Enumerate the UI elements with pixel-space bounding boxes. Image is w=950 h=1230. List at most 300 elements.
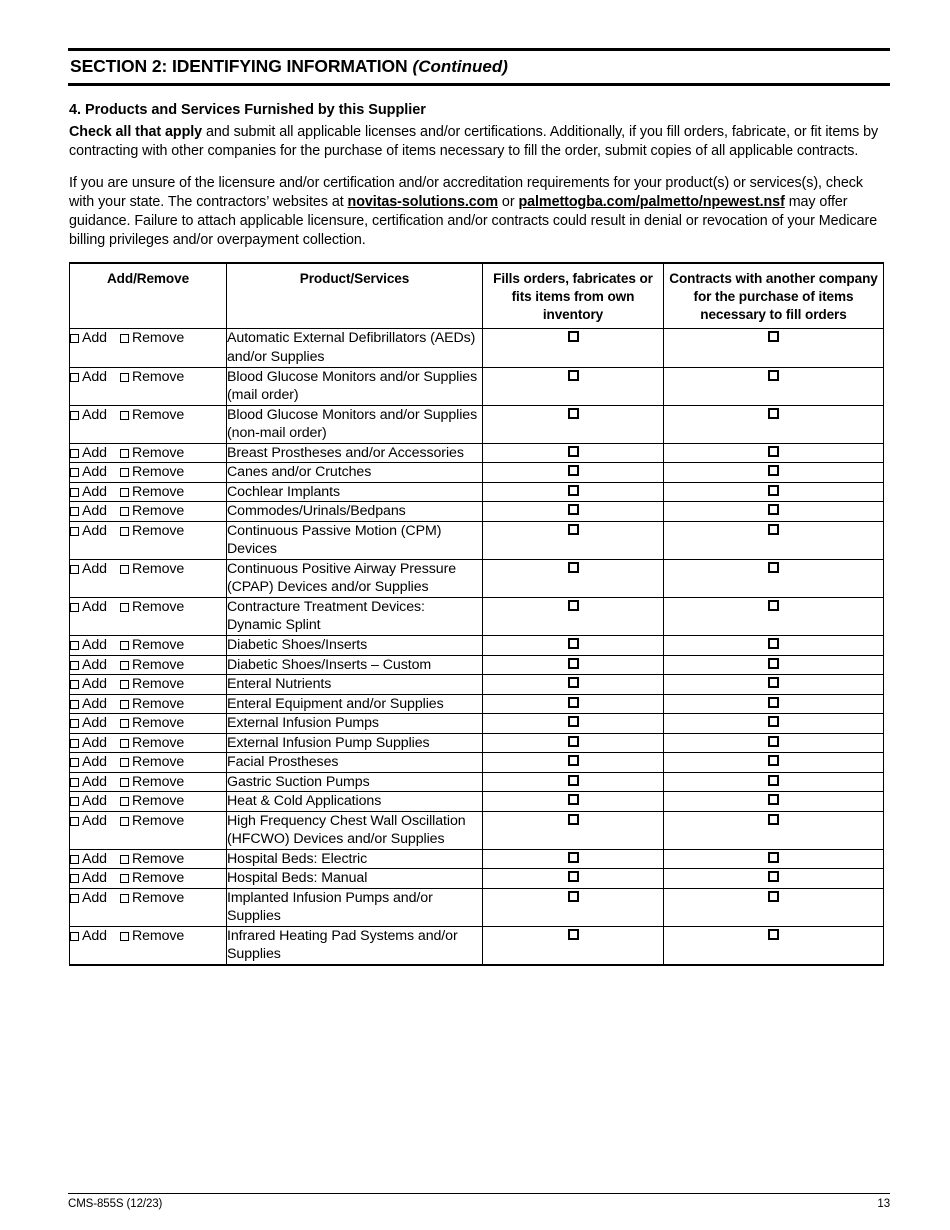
cell-fills-orders-checkbox[interactable] (483, 463, 664, 483)
checkbox-contracts-icon[interactable] (768, 465, 779, 476)
checkbox-option-remove[interactable] (120, 889, 184, 907)
checkbox-add-label: Add (82, 444, 107, 461)
checkbox-option-add[interactable] (70, 636, 107, 654)
checkbox-option-remove[interactable] (120, 406, 184, 424)
checkbox-add-icon[interactable] (70, 932, 79, 941)
table-row (70, 888, 884, 926)
checkbox-remove-label: Remove (131, 773, 185, 790)
checkbox-option-add[interactable] (70, 753, 107, 771)
checkbox-remove-icon[interactable] (120, 932, 129, 941)
cell-contracts-checkbox[interactable] (664, 792, 884, 812)
checkbox-contracts-icon[interactable] (768, 370, 779, 381)
item-heading: 4. Products and Services Furnished by this Supplier (69, 102, 426, 118)
checkbox-option-add[interactable] (70, 927, 107, 945)
link-palmettogba[interactable]: palmettogba.com/palmetto/npewest.nsf (518, 194, 785, 211)
table-row (70, 849, 884, 869)
cell-contracts-checkbox[interactable] (664, 888, 884, 926)
checkbox-option-remove[interactable] (120, 329, 184, 347)
cell-fills-orders-checkbox[interactable] (483, 367, 664, 405)
checkbox-remove-label: Remove (131, 793, 185, 810)
checkbox-contracts-icon[interactable] (768, 524, 779, 535)
checkbox-fills-orders-icon[interactable] (568, 716, 579, 727)
cell-contracts-checkbox[interactable] (664, 694, 884, 714)
table-row (70, 502, 884, 522)
cell-contracts-checkbox[interactable] (664, 714, 884, 734)
cell-contracts-checkbox[interactable] (664, 753, 884, 773)
footer-divider (68, 1193, 890, 1194)
table-row (70, 463, 884, 483)
checkbox-add-icon[interactable] (70, 894, 79, 903)
cell-add-remove (70, 521, 227, 559)
cell-contracts-checkbox[interactable] (664, 329, 884, 367)
checkbox-contracts-icon[interactable] (768, 485, 779, 496)
cell-contracts-checkbox[interactable] (664, 675, 884, 695)
cell-add-remove (70, 926, 227, 965)
cell-fills-orders-checkbox[interactable] (483, 733, 664, 753)
checkbox-remove-label: Remove (131, 676, 185, 693)
checkbox-fills-orders-icon[interactable] (568, 775, 579, 786)
checkbox-remove-icon[interactable] (120, 739, 129, 748)
checkbox-fills-orders-icon[interactable] (568, 524, 579, 535)
checkbox-add-icon[interactable] (70, 700, 79, 709)
checkbox-option-remove[interactable] (120, 714, 184, 732)
paragraph1-body: and submit all applicable licenses and/or certifications. Additionally, if you fill orders, fabricate, or fit items by contracting with other companies for the purchase of items necessary to fill the order, submit copies of all applicable contracts. (69, 124, 879, 160)
checkbox-fills-orders-icon[interactable] (568, 485, 579, 496)
table-row (70, 753, 884, 773)
table-row (70, 733, 884, 753)
checkbox-option-remove[interactable] (120, 927, 184, 945)
checkbox-fills-orders-icon[interactable] (568, 697, 579, 708)
cell-fills-orders-checkbox[interactable] (483, 502, 664, 522)
checkbox-add-label: Add (82, 870, 107, 887)
checkbox-contracts-icon[interactable] (768, 891, 779, 902)
checkbox-fills-orders-icon[interactable] (568, 370, 579, 381)
checkbox-option-remove[interactable] (120, 598, 184, 616)
checkbox-add-label: Add (82, 715, 107, 732)
cell-add-remove (70, 329, 227, 367)
section-header-band (68, 48, 890, 86)
table-row (70, 443, 884, 463)
checkbox-contracts-icon[interactable] (768, 775, 779, 786)
cell-fills-orders-checkbox[interactable] (483, 714, 664, 734)
cell-product-service: Continuous Passive Motion (CPM) Devices (227, 521, 483, 559)
cell-add-remove (70, 714, 227, 734)
checkbox-remove-label: Remove (131, 889, 185, 906)
cell-contracts-checkbox[interactable] (664, 811, 884, 849)
cell-product-service: Hospital Beds: Manual (227, 869, 483, 889)
checkbox-fills-orders-icon[interactable] (568, 929, 579, 940)
checkbox-add-icon[interactable] (70, 719, 79, 728)
paragraph2-part2: or (498, 194, 519, 211)
checkbox-fills-orders-icon[interactable] (568, 562, 579, 573)
checkbox-fills-orders-icon[interactable] (568, 504, 579, 515)
page-footer (68, 1193, 890, 1210)
form-identifier: CMS-855S (12/23) (68, 1198, 163, 1210)
cell-fills-orders-checkbox[interactable] (483, 521, 664, 559)
cell-product-service: Continuous Positive Airway Pressure (CPAP) Devices and/or Supplies (227, 559, 483, 597)
checkbox-contracts-icon[interactable] (768, 736, 779, 747)
checkbox-remove-icon[interactable] (120, 468, 129, 477)
cell-product-service: Implanted Infusion Pumps and/or Supplies (227, 888, 483, 926)
checkbox-option-add[interactable] (70, 598, 107, 616)
checkbox-option-remove[interactable] (120, 368, 184, 386)
cell-contracts-checkbox[interactable] (664, 482, 884, 502)
checkbox-option-remove[interactable] (120, 444, 184, 462)
checkbox-option-remove[interactable] (120, 850, 184, 868)
cell-contracts-checkbox[interactable] (664, 849, 884, 869)
checkbox-contracts-icon[interactable] (768, 677, 779, 688)
checkbox-fills-orders-icon[interactable] (568, 736, 579, 747)
checkbox-option-add[interactable] (70, 329, 107, 347)
checkbox-fills-orders-icon[interactable] (568, 814, 579, 825)
cell-fills-orders-checkbox[interactable] (483, 753, 664, 773)
checkbox-remove-icon[interactable] (120, 373, 129, 382)
table-row (70, 367, 884, 405)
checkbox-option-remove[interactable] (120, 483, 184, 501)
checkbox-contracts-icon[interactable] (768, 871, 779, 882)
checkbox-fills-orders-icon[interactable] (568, 446, 579, 457)
paragraph-check-all-that-apply (69, 123, 890, 161)
cell-product-service: External Infusion Pump Supplies (227, 733, 483, 753)
checkbox-remove-icon[interactable] (120, 855, 129, 864)
checkbox-fills-orders-icon[interactable] (568, 638, 579, 649)
checkbox-remove-icon[interactable] (120, 449, 129, 458)
checkbox-contracts-icon[interactable] (768, 658, 779, 669)
checkbox-remove-icon[interactable] (120, 488, 129, 497)
table-row (70, 869, 884, 889)
checkbox-add-icon[interactable] (70, 488, 79, 497)
cell-contracts-checkbox[interactable] (664, 597, 884, 635)
checkbox-option-add[interactable] (70, 714, 107, 732)
table-row (70, 482, 884, 502)
checkbox-remove-icon[interactable] (120, 894, 129, 903)
checkbox-remove-icon[interactable] (120, 758, 129, 767)
checkbox-add-label: Add (82, 522, 107, 539)
checkbox-remove-icon[interactable] (120, 680, 129, 689)
link-novitas-solutions[interactable]: novitas-solutions.com (347, 194, 499, 211)
checkbox-option-remove[interactable] (120, 636, 184, 654)
checkbox-contracts-icon[interactable] (768, 504, 779, 515)
checkbox-option-add[interactable] (70, 812, 107, 830)
checkbox-fills-orders-icon[interactable] (568, 465, 579, 476)
checkbox-contracts-icon[interactable] (768, 446, 779, 457)
checkbox-add-label: Add (82, 734, 107, 751)
checkbox-add-icon[interactable] (70, 778, 79, 787)
cell-product-service: Blood Glucose Monitors and/or Supplies (non-mail order) (227, 405, 483, 443)
checkbox-add-icon[interactable] (70, 411, 79, 420)
checkbox-option-add[interactable] (70, 734, 107, 752)
cell-contracts-checkbox[interactable] (664, 405, 884, 443)
cell-add-remove (70, 772, 227, 792)
checkbox-add-icon[interactable] (70, 680, 79, 689)
checkbox-remove-label: Remove (131, 598, 185, 615)
checkbox-fills-orders-icon[interactable] (568, 600, 579, 611)
column-header-contracts-with-another-company (664, 263, 884, 329)
cell-add-remove (70, 753, 227, 773)
table-header-row (70, 263, 884, 329)
checkbox-remove-icon[interactable] (120, 565, 129, 574)
checkbox-option-remove[interactable] (120, 695, 184, 713)
cell-product-service: External Infusion Pumps (227, 714, 483, 734)
checkbox-contracts-icon[interactable] (768, 755, 779, 766)
cell-contracts-checkbox[interactable] (664, 367, 884, 405)
checkbox-remove-label: Remove (131, 656, 185, 673)
checkbox-remove-icon[interactable] (120, 661, 129, 670)
checkbox-fills-orders-icon[interactable] (568, 677, 579, 688)
checkbox-option-add[interactable] (70, 463, 107, 481)
checkbox-add-icon[interactable] (70, 373, 79, 382)
cell-add-remove (70, 849, 227, 869)
cell-fills-orders-checkbox[interactable] (483, 772, 664, 792)
checkbox-contracts-icon[interactable] (768, 562, 779, 573)
checkbox-remove-icon[interactable] (120, 700, 129, 709)
checkbox-add-label: Add (82, 560, 107, 577)
checkbox-contracts-icon[interactable] (768, 408, 779, 419)
checkbox-add-icon[interactable] (70, 817, 79, 826)
cell-fills-orders-checkbox[interactable] (483, 675, 664, 695)
table-row (70, 559, 884, 597)
checkbox-remove-icon[interactable] (120, 817, 129, 826)
checkbox-remove-label: Remove (131, 850, 185, 867)
checkbox-option-add[interactable] (70, 869, 107, 887)
cell-contracts-checkbox[interactable] (664, 733, 884, 753)
table-row (70, 792, 884, 812)
checkbox-contracts-icon[interactable] (768, 794, 779, 805)
checkbox-contracts-icon[interactable] (768, 716, 779, 727)
checkbox-option-add[interactable] (70, 889, 107, 907)
checkbox-fills-orders-icon[interactable] (568, 871, 579, 882)
checkbox-option-add[interactable] (70, 560, 107, 578)
cell-contracts-checkbox[interactable] (664, 521, 884, 559)
section-title-continued: (Continued) (412, 57, 508, 76)
checkbox-add-icon[interactable] (70, 603, 79, 612)
checkbox-remove-icon[interactable] (120, 797, 129, 806)
checkbox-fills-orders-icon[interactable] (568, 408, 579, 419)
cell-fills-orders-checkbox[interactable] (483, 597, 664, 635)
checkbox-remove-label: Remove (131, 560, 185, 577)
cell-fills-orders-checkbox[interactable] (483, 329, 664, 367)
cell-add-remove (70, 405, 227, 443)
checkbox-add-label: Add (82, 656, 107, 673)
checkbox-fills-orders-icon[interactable] (568, 891, 579, 902)
checkbox-add-label: Add (82, 483, 107, 500)
checkbox-add-label: Add (82, 889, 107, 906)
cell-contracts-checkbox[interactable] (664, 635, 884, 655)
checkbox-add-icon[interactable] (70, 527, 79, 536)
checkbox-remove-icon[interactable] (120, 334, 129, 343)
checkbox-option-remove[interactable] (120, 656, 184, 674)
paragraph-licensure-guidance (69, 174, 890, 250)
checkbox-add-label: Add (82, 773, 107, 790)
checkbox-option-add[interactable] (70, 773, 107, 791)
table-row (70, 811, 884, 849)
checkbox-add-icon[interactable] (70, 449, 79, 458)
checkbox-fills-orders-icon[interactable] (568, 331, 579, 342)
checkbox-remove-icon[interactable] (120, 778, 129, 787)
table-row (70, 772, 884, 792)
cell-add-remove (70, 811, 227, 849)
cell-add-remove (70, 675, 227, 695)
cell-fills-orders-checkbox[interactable] (483, 635, 664, 655)
checkbox-fills-orders-icon[interactable] (568, 755, 579, 766)
checkbox-contracts-icon[interactable] (768, 638, 779, 649)
cell-product-service: Infrared Heating Pad Systems and/or Supplies (227, 926, 483, 965)
checkbox-remove-label: Remove (131, 927, 185, 944)
checkbox-option-add[interactable] (70, 695, 107, 713)
checkbox-option-remove[interactable] (120, 773, 184, 791)
checkbox-contracts-icon[interactable] (768, 852, 779, 863)
checkbox-add-icon[interactable] (70, 507, 79, 516)
table-row (70, 714, 884, 734)
checkbox-remove-label: Remove (131, 406, 185, 423)
paragraph2-part1: If you are unsure of the licensure and/or certification and/or accreditation requirements for your product(s) or services(s), check with your state. The contractors’ websites at (69, 175, 863, 211)
checkbox-option-add[interactable] (70, 368, 107, 386)
checkbox-add-icon[interactable] (70, 797, 79, 806)
column-header-contracts-label: Contracts with another company for the purchase of items necessary to fill orders (669, 271, 878, 322)
checkbox-option-remove[interactable] (120, 560, 184, 578)
checkbox-remove-label: Remove (131, 368, 185, 385)
checkbox-remove-label: Remove (131, 503, 185, 520)
checkbox-remove-icon[interactable] (120, 719, 129, 728)
checkbox-option-remove[interactable] (120, 502, 184, 520)
cell-fills-orders-checkbox[interactable] (483, 792, 664, 812)
table-body (70, 329, 884, 965)
checkbox-option-remove[interactable] (120, 463, 184, 481)
checkbox-option-remove[interactable] (120, 792, 184, 810)
cell-product-service: Heat & Cold Applications (227, 792, 483, 812)
cell-fills-orders-checkbox[interactable] (483, 849, 664, 869)
checkbox-option-remove[interactable] (120, 734, 184, 752)
checkbox-option-remove[interactable] (120, 753, 184, 771)
section-title: SECTION 2: IDENTIFYING INFORMATION (70, 56, 408, 76)
checkbox-fills-orders-icon[interactable] (568, 658, 579, 669)
checkbox-option-add[interactable] (70, 406, 107, 424)
table-row (70, 329, 884, 367)
checkbox-option-add[interactable] (70, 675, 107, 693)
cell-add-remove (70, 733, 227, 753)
checkbox-add-icon[interactable] (70, 855, 79, 864)
checkbox-remove-label: Remove (131, 330, 185, 347)
cell-fills-orders-checkbox[interactable] (483, 405, 664, 443)
checkbox-add-icon[interactable] (70, 758, 79, 767)
cell-contracts-checkbox[interactable] (664, 926, 884, 965)
checkbox-add-label: Add (82, 676, 107, 693)
checkbox-option-add[interactable] (70, 850, 107, 868)
checkbox-add-label: Add (82, 927, 107, 944)
checkbox-remove-icon[interactable] (120, 507, 129, 516)
cell-product-service: Diabetic Shoes/Inserts (227, 635, 483, 655)
cell-fills-orders-checkbox[interactable] (483, 482, 664, 502)
cell-contracts-checkbox[interactable] (664, 655, 884, 675)
table-row (70, 694, 884, 714)
cell-product-service: Gastric Suction Pumps (227, 772, 483, 792)
checkbox-add-icon[interactable] (70, 468, 79, 477)
checkbox-add-label: Add (82, 812, 107, 829)
cell-contracts-checkbox[interactable] (664, 559, 884, 597)
column-header-fills-orders-label: Fills orders, fabricates or fits items from own inventory (493, 271, 653, 322)
checkbox-remove-label: Remove (131, 870, 185, 887)
cell-fills-orders-checkbox[interactable] (483, 888, 664, 926)
checkbox-add-label: Add (82, 695, 107, 712)
column-header-add-remove-label: Add/Remove (106, 271, 190, 287)
cell-fills-orders-checkbox[interactable] (483, 811, 664, 849)
cell-fills-orders-checkbox[interactable] (483, 443, 664, 463)
checkbox-option-remove[interactable] (120, 869, 184, 887)
checkbox-option-add[interactable] (70, 792, 107, 810)
checkbox-option-remove[interactable] (120, 812, 184, 830)
table-row (70, 597, 884, 635)
checkbox-option-remove[interactable] (120, 675, 184, 693)
cell-product-service: Breast Prostheses and/or Accessories (227, 443, 483, 463)
cell-contracts-checkbox[interactable] (664, 463, 884, 483)
cell-add-remove (70, 792, 227, 812)
checkbox-option-add[interactable] (70, 522, 107, 540)
checkbox-remove-icon[interactable] (120, 603, 129, 612)
checkbox-remove-icon[interactable] (120, 527, 129, 536)
checkbox-add-icon[interactable] (70, 874, 79, 883)
checkbox-remove-label: Remove (131, 522, 185, 539)
checkbox-fills-orders-icon[interactable] (568, 852, 579, 863)
checkbox-contracts-icon[interactable] (768, 331, 779, 342)
checkbox-remove-label: Remove (131, 636, 185, 653)
cell-contracts-checkbox[interactable] (664, 772, 884, 792)
cell-fills-orders-checkbox[interactable] (483, 869, 664, 889)
products-services-table (69, 262, 884, 966)
cell-fills-orders-checkbox[interactable] (483, 655, 664, 675)
cell-fills-orders-checkbox[interactable] (483, 559, 664, 597)
cell-product-service: Enteral Nutrients (227, 675, 483, 695)
checkbox-add-icon[interactable] (70, 661, 79, 670)
cell-contracts-checkbox[interactable] (664, 443, 884, 463)
checkbox-fills-orders-icon[interactable] (568, 794, 579, 805)
cell-contracts-checkbox[interactable] (664, 502, 884, 522)
checkbox-add-icon[interactable] (70, 641, 79, 650)
checkbox-remove-icon[interactable] (120, 411, 129, 420)
checkbox-option-add[interactable] (70, 502, 107, 520)
checkbox-option-add[interactable] (70, 444, 107, 462)
cell-fills-orders-checkbox[interactable] (483, 694, 664, 714)
checkbox-option-add[interactable] (70, 656, 107, 674)
cell-product-service: Enteral Equipment and/or Supplies (227, 694, 483, 714)
page-number: 13 (877, 1198, 890, 1210)
checkbox-add-icon[interactable] (70, 739, 79, 748)
checkbox-contracts-icon[interactable] (768, 600, 779, 611)
checkbox-contracts-icon[interactable] (768, 814, 779, 825)
checkbox-add-label: Add (82, 754, 107, 771)
checkbox-add-icon[interactable] (70, 334, 79, 343)
checkbox-add-label: Add (82, 636, 107, 653)
checkbox-add-label: Add (82, 598, 107, 615)
checkbox-add-label: Add (82, 406, 107, 423)
checkbox-contracts-icon[interactable] (768, 929, 779, 940)
checkbox-option-add[interactable] (70, 483, 107, 501)
table-row (70, 655, 884, 675)
cell-contracts-checkbox[interactable] (664, 869, 884, 889)
cell-product-service: Blood Glucose Monitors and/or Supplies (mail order) (227, 367, 483, 405)
checkbox-contracts-icon[interactable] (768, 697, 779, 708)
checkbox-remove-icon[interactable] (120, 641, 129, 650)
checkbox-add-label: Add (82, 464, 107, 481)
cell-product-service: Diabetic Shoes/Inserts – Custom (227, 655, 483, 675)
cell-product-service: Facial Prostheses (227, 753, 483, 773)
checkbox-option-remove[interactable] (120, 522, 184, 540)
cell-fills-orders-checkbox[interactable] (483, 926, 664, 965)
checkbox-add-label: Add (82, 503, 107, 520)
cell-add-remove (70, 367, 227, 405)
checkbox-remove-label: Remove (131, 734, 185, 751)
checkbox-add-icon[interactable] (70, 565, 79, 574)
checkbox-remove-icon[interactable] (120, 874, 129, 883)
